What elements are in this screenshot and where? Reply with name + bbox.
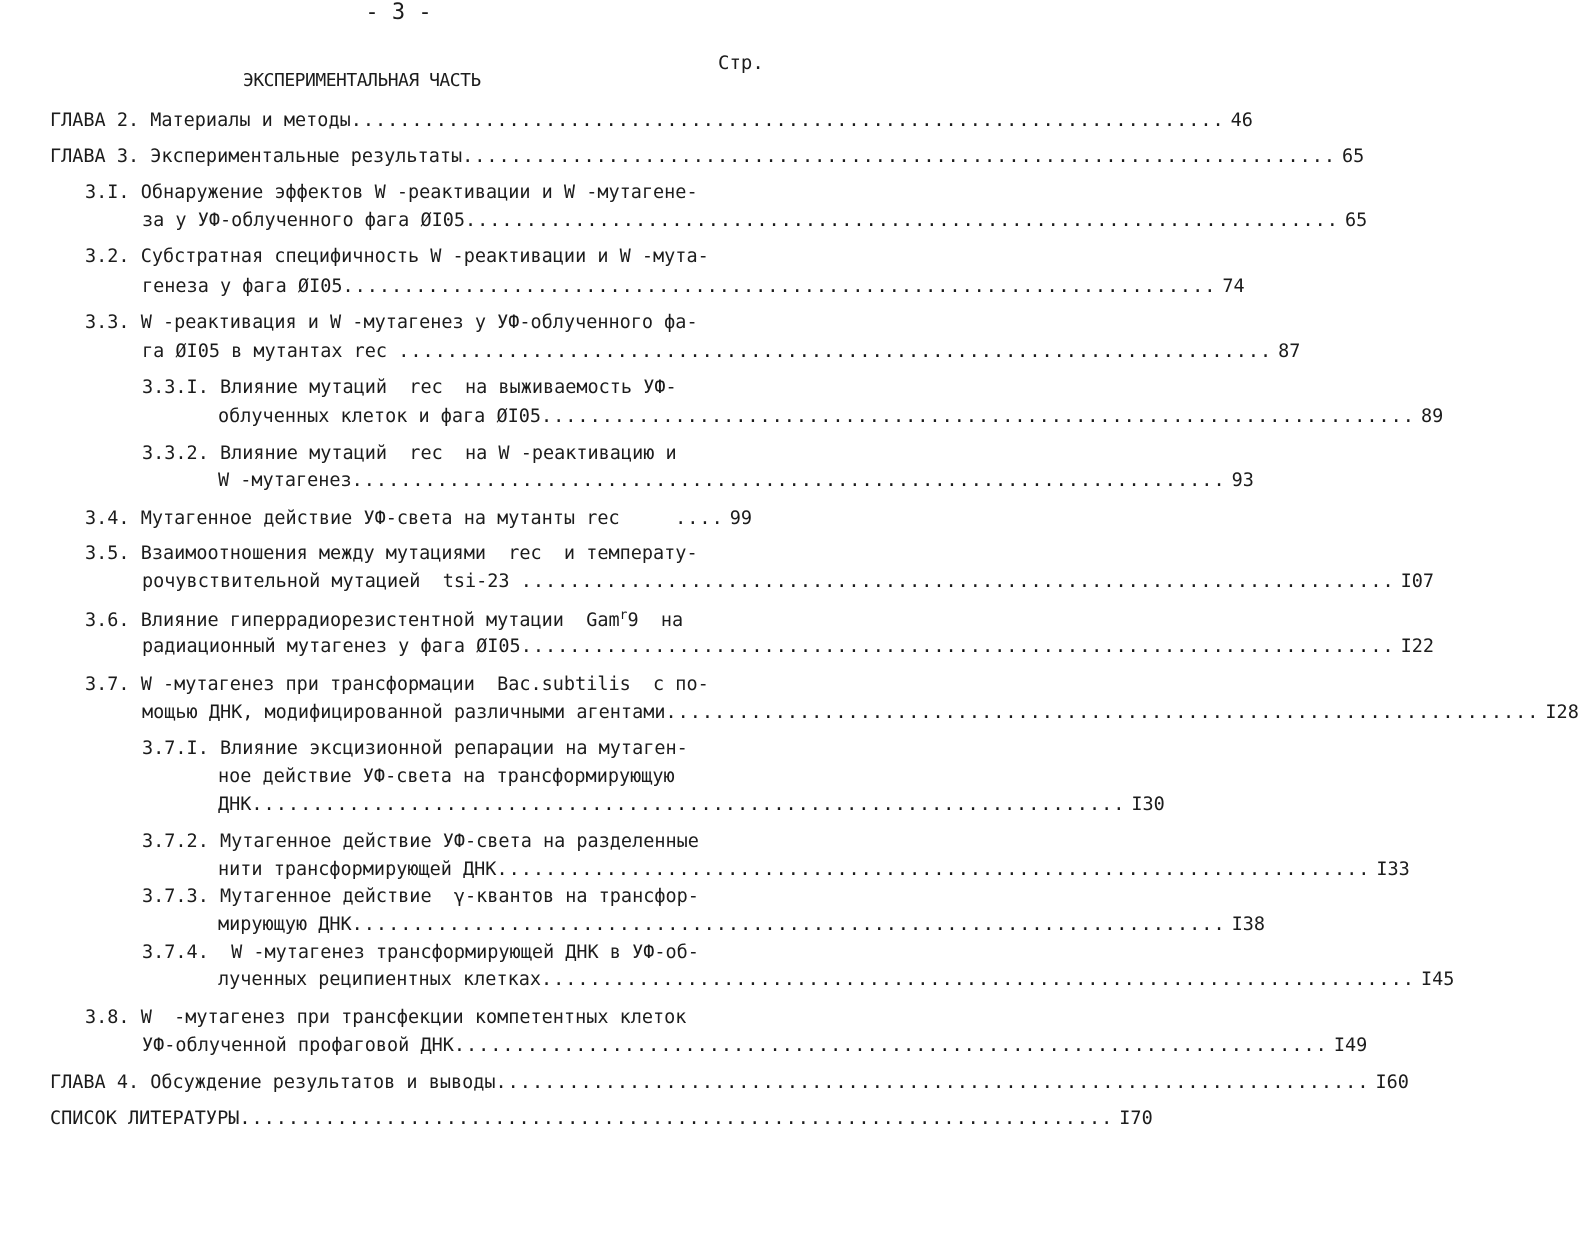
toc-entry-title: рочувствительной мутацией tsi-23 — [142, 571, 521, 592]
page-column-label: Стр. — [718, 52, 764, 74]
toc-entry-3-2[interactable] — [142, 276, 1245, 297]
section-title: ЭКСПЕРИМЕНТАЛЬНАЯ ЧАСТЬ — [243, 70, 481, 91]
leader-dots: ........................................................................ — [665, 702, 1540, 723]
toc-entry-3-8-line1[interactable]: 3.8. W -мутагенез при трансфекции компетентных клеток — [85, 1007, 687, 1028]
leader-dots: ........................................................................ — [239, 1108, 1114, 1129]
toc-entry-3-3[interactable] — [142, 341, 1301, 362]
toc-entry-page: I30 — [1131, 794, 1165, 815]
toc-entry-3-7[interactable] — [142, 702, 1579, 723]
toc-entry-page: 99 — [729, 508, 752, 529]
leader-dots: ........................................................................ — [351, 914, 1226, 935]
leader-dots: ........................................................................ — [350, 110, 1225, 131]
toc-entry-title: ГЛАВА 4. Обсуждение результатов и выводы — [50, 1072, 496, 1093]
toc-entry-3-7-1-line1[interactable]: 3.7.I. Влияние эксцизионной репарации на мутаген- — [142, 738, 688, 759]
leader-dots: ........................................................................ — [453, 1035, 1328, 1056]
superscript-r: r — [619, 608, 628, 623]
leader-dots: ........................................................................ — [541, 969, 1415, 990]
toc-entry-title: СПИСОК ЛИТЕРАТУРЫ — [50, 1108, 240, 1129]
toc-entry-title: 3.4. Мутагенное действие УФ-света на мутанты rec — [85, 508, 642, 529]
toc-entry-page: 89 — [1420, 406, 1444, 427]
toc-entry-page: 46 — [1230, 110, 1253, 131]
toc-entry-3-7-4[interactable] — [218, 969, 1455, 990]
toc-entry-3-3-1-line1[interactable]: 3.3.I. Влияние мутаций rec на выживаемость УФ- — [142, 377, 677, 398]
toc-entry-3-3-line1[interactable]: 3.3. W -реактивация и W -мутагенез у УФ-облученного фа- — [85, 312, 698, 333]
leader-dots: .... — [675, 508, 724, 529]
leader-dots: ........................................................................ — [495, 1072, 1370, 1093]
leader-dots: ........................................................................ — [496, 859, 1371, 880]
toc-entry-page: I60 — [1375, 1072, 1409, 1093]
toc-entry-3-4[interactable] — [85, 508, 752, 529]
toc-entry-3-7-1[interactable] — [218, 794, 1165, 815]
toc-entry-title: лученных реципиентных клетках — [218, 969, 542, 990]
toc-entry-title: W -мутагенез — [218, 470, 352, 491]
toc-entry-chapter-3[interactable] — [50, 146, 1365, 167]
toc-entry-3-7-1-line2[interactable]: ное действие УФ-света на трансформирующую — [218, 766, 675, 787]
toc-entry-page: 74 — [1222, 276, 1245, 297]
toc-entry-3-7-4-line1[interactable]: 3.7.4. W -мутагенез трансформирующей ДНК в УФ-об- — [142, 942, 699, 963]
toc-entry-3-7-2[interactable] — [218, 859, 1410, 880]
toc-entry-page: I22 — [1400, 636, 1435, 657]
toc-entry-3-7-line1[interactable]: 3.7. W -мутагенез при трансформации Bac.subtilis с по- — [85, 674, 709, 695]
toc-entry-title: УФ-облученной профаговой ДНК — [142, 1035, 454, 1056]
toc-entry-page: 93 — [1231, 470, 1254, 491]
toc-entry-3-5[interactable] — [142, 571, 1435, 592]
toc-entry-page: I70 — [1119, 1108, 1153, 1129]
toc-entry-title: 3.6. Влияние гиперрадиорезистентной мутации Gam — [85, 610, 620, 632]
toc-entry-title: мощью ДНК, модифицированной различными агентами — [142, 702, 666, 723]
toc-entry-page: I38 — [1231, 914, 1266, 935]
toc-entry-3-1-line1[interactable]: 3.I. Обнаружение эффектов W -реактивации и W -мутагене- — [85, 182, 698, 203]
toc-entry-page: I49 — [1333, 1035, 1368, 1056]
toc-entry-3-6-line1[interactable] — [85, 608, 683, 631]
leader-dots: ........................................................................ — [520, 636, 1395, 657]
toc-entry-3-7-3[interactable] — [218, 914, 1266, 935]
toc-entry-page: 65 — [1342, 146, 1365, 167]
leader-dots: ........................................................................ — [520, 571, 1395, 592]
toc-entry-3-2-line1[interactable]: 3.2. Субстратная специфичность W -реактивации и W -мута- — [85, 246, 709, 267]
toc-entry-title-end: 9 на — [627, 610, 684, 632]
toc-entry-page: I07 — [1400, 571, 1435, 592]
toc-entry-3-3-1[interactable] — [218, 406, 1444, 427]
leader-dots: ........................................................................ — [342, 276, 1217, 297]
leader-dots: ........................................................................ — [465, 210, 1339, 231]
toc-entry-page: I28 — [1545, 702, 1579, 723]
toc-entry-chapter-4[interactable] — [50, 1072, 1409, 1093]
toc-entry-references[interactable] — [50, 1108, 1153, 1129]
toc-entry-3-3-2-line1[interactable]: 3.3.2. Влияние мутаций rec на W -реактивацию и — [142, 443, 677, 464]
toc-entry-title: генеза у фага ØI05 — [142, 276, 343, 297]
toc-entry-chapter-2[interactable] — [50, 110, 1253, 131]
toc-entry-title: за у УФ-облученного фага ØI05 — [142, 210, 466, 231]
toc-entry-title: мирующую ДНК — [218, 914, 352, 935]
toc-entry-title: ГЛАВА 3. Экспериментальные результаты — [50, 146, 463, 167]
toc-entry-title: ДНК — [218, 794, 252, 815]
leader-dots: ........................................................................ — [398, 341, 1273, 362]
toc-entry-title: облученных клеток и фага ØI05 — [218, 406, 542, 427]
toc-entry-3-1[interactable] — [142, 210, 1368, 231]
leader-dots: ........................................................................ — [462, 146, 1337, 167]
toc-entry-page: 87 — [1278, 341, 1301, 362]
toc-entry-3-8[interactable] — [142, 1035, 1368, 1056]
toc-entry-page: I33 — [1376, 859, 1410, 880]
toc-entry-3-3-2[interactable] — [218, 470, 1254, 491]
leader-dots: ........................................................................ — [251, 794, 1126, 815]
toc-entry-title: га ØI05 в мутантах rec — [142, 341, 399, 362]
toc-entry-3-7-3-line1[interactable]: 3.7.3. Мутагенное действие γ-квантов на трансфор- — [142, 886, 699, 907]
toc-entry-3-6[interactable] — [142, 636, 1435, 657]
leader-dots: ........................................................................ — [351, 470, 1226, 491]
toc-entry-title: нити трансформирующей ДНК — [218, 859, 497, 880]
toc-entry-title: ГЛАВА 2. Материалы и методы — [50, 110, 351, 131]
toc-entry-title: радиационный мутагенез у фага ØI05 — [142, 636, 521, 657]
page-number: - 3 - — [365, 0, 432, 25]
toc-entry-page: I45 — [1420, 969, 1455, 990]
toc-entry-3-7-2-line1[interactable]: 3.7.2. Мутагенное действие УФ-света на разделенные — [142, 831, 699, 852]
leader-dots: ........................................................................ — [541, 406, 1415, 427]
toc-entry-3-5-line1[interactable]: 3.5. Взаимоотношения между мутациями rec и температу- — [85, 543, 698, 564]
toc-entry-page: 65 — [1344, 210, 1368, 231]
